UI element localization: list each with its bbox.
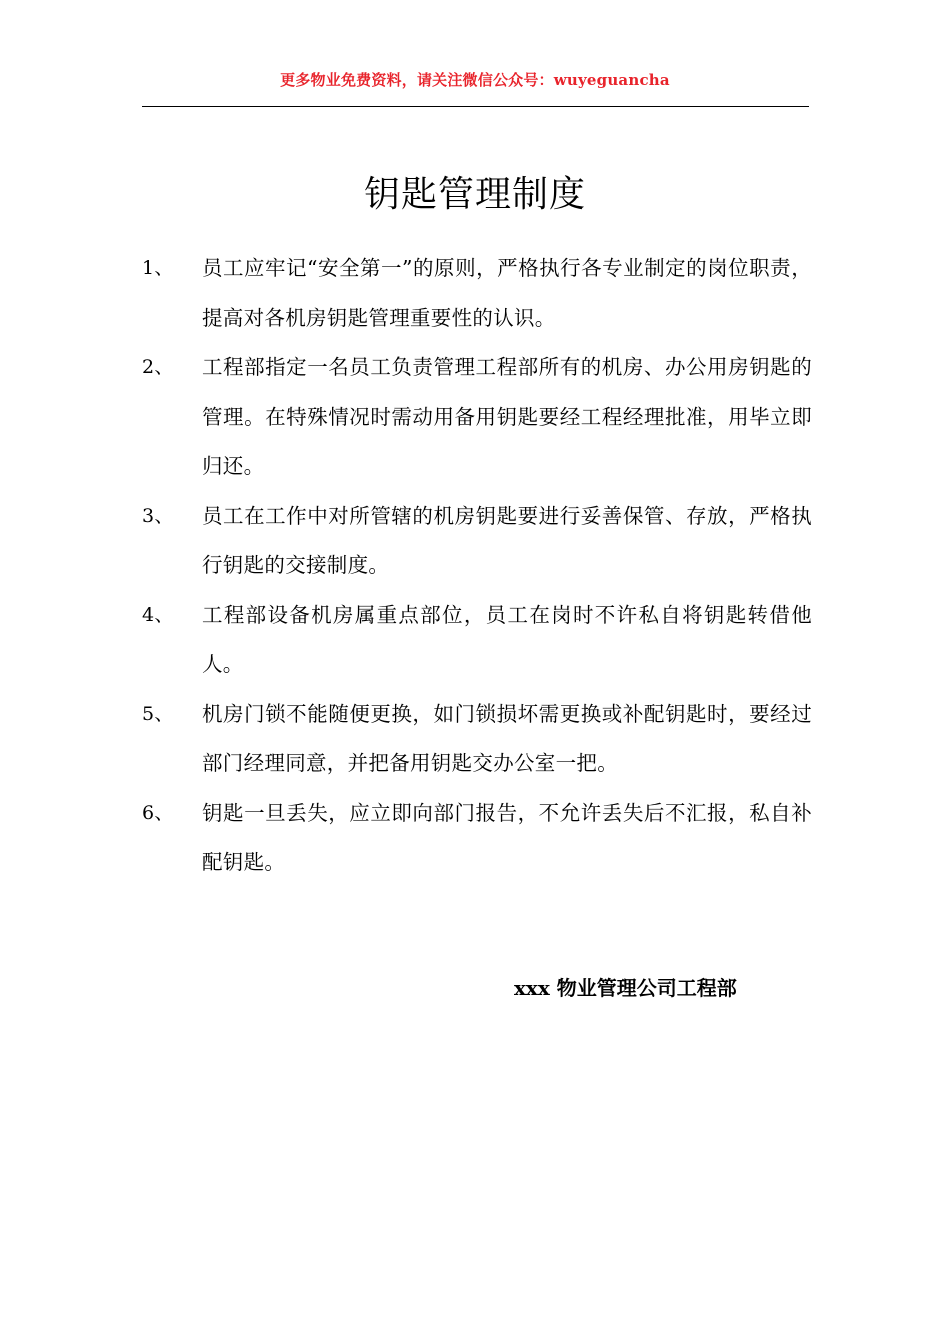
header-note: 更多物业免费资料，请关注微信公众号：wuyeguancha [280,71,670,89]
rule-number: 2、 [142,356,174,378]
rule-item [142,343,812,492]
rule-text: 员工应牢记“安全第一”的原则，严格执行各专业制定的岗位职责，提高对各机房钥匙管理重要性的认识。 [202,256,812,330]
rule-item [142,690,812,789]
rule-item [142,244,812,343]
rule-item [142,789,812,888]
rule-text: 工程部指定一名员工负责管理工程部所有的机房、办公用房钥匙的管理。在特殊情况时需动用备用钥匙要经工程经理批准，用毕立即归还。 [202,355,812,478]
signature: xxx 物业管理公司工程部 [514,976,737,1000]
document-title: 钥匙管理制度 [363,174,586,216]
rule-number: 4、 [142,603,174,626]
rule-item [142,492,812,591]
rule-number: 1、 [142,257,174,279]
rules-list [142,244,812,888]
rule-text: 工程部设备机房属重点部位，员工在岗时不许私自将钥匙转借他人。 [202,602,812,676]
rule-item [142,591,812,690]
rule-number: 6、 [142,801,174,824]
rule-text: 机房门锁不能随便更换，如门锁损坏需更换或补配钥匙时，要经过部门经理同意，并把备用钥匙交办公室一把。 [202,701,812,775]
rule-text: 钥匙一旦丢失，应立即向部门报告，不允许丢失后不汇报，私自补配钥匙。 [202,800,812,874]
rule-number: 5、 [142,702,174,725]
rule-text: 员工在工作中对所管辖的机房钥匙要进行妥善保管、存放，严格执行钥匙的交接制度。 [202,503,812,577]
rule-number: 3、 [142,504,174,527]
header-divider [142,106,809,107]
